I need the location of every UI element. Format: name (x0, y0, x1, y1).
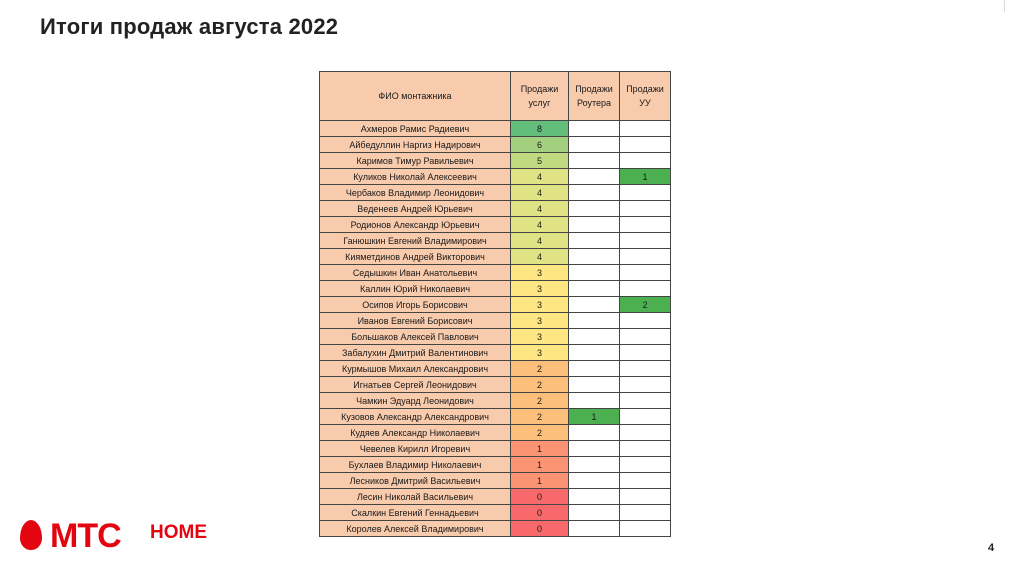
table-row (320, 137, 671, 153)
cell-uu (620, 201, 671, 217)
cell-router (569, 521, 620, 537)
cell-name: Чевелев Кирилл Игоревич (320, 441, 511, 457)
cell-services: 2 (511, 393, 569, 409)
table-row (320, 473, 671, 489)
cell-services: 3 (511, 281, 569, 297)
cell-uu (620, 329, 671, 345)
cell-services: 2 (511, 409, 569, 425)
cell-router (569, 265, 620, 281)
cell-services: 5 (511, 153, 569, 169)
cell-uu (620, 505, 671, 521)
cell-uu (620, 361, 671, 377)
cell-services: 8 (511, 121, 569, 137)
cell-uu (620, 265, 671, 281)
cell-services: 4 (511, 201, 569, 217)
cell-uu (620, 473, 671, 489)
cell-uu (620, 441, 671, 457)
cell-router (569, 249, 620, 265)
table-row (320, 393, 671, 409)
cell-router (569, 169, 620, 185)
cell-router (569, 377, 620, 393)
cell-uu (620, 233, 671, 249)
cell-uu (620, 377, 671, 393)
cell-router (569, 473, 620, 489)
cell-name: Веденеев Андрей Юрьевич (320, 201, 511, 217)
table-row (320, 441, 671, 457)
table-row (320, 297, 671, 313)
cell-uu: 2 (620, 297, 671, 313)
cell-name: Куликов Николай Алексеевич (320, 169, 511, 185)
cell-services: 0 (511, 505, 569, 521)
cell-services: 1 (511, 441, 569, 457)
cell-router (569, 329, 620, 345)
cell-name: Седышкин Иван Анатольевич (320, 265, 511, 281)
cell-name: Игнатьев Сергей Леонидович (320, 377, 511, 393)
cell-uu (620, 121, 671, 137)
table-row (320, 121, 671, 137)
header-uu: Продажи УУ (620, 72, 671, 121)
cell-services: 3 (511, 297, 569, 313)
cell-services: 1 (511, 473, 569, 489)
page-number: 4 (988, 542, 995, 554)
cell-name: Чербаков Владимир Леонидович (320, 185, 511, 201)
cell-name: Курмышов Михаил Александрович (320, 361, 511, 377)
cell-name: Каримов Тимур Равильевич (320, 153, 511, 169)
cell-services: 3 (511, 265, 569, 281)
table-row (320, 377, 671, 393)
cell-uu (620, 425, 671, 441)
table-row (320, 489, 671, 505)
cell-services: 2 (511, 425, 569, 441)
table-row (320, 201, 671, 217)
cell-name: Чамкин Эдуард Леонидович (320, 393, 511, 409)
cell-services: 4 (511, 249, 569, 265)
cell-name: Родионов Александр Юрьевич (320, 217, 511, 233)
cell-router (569, 345, 620, 361)
cell-router (569, 121, 620, 137)
page-title: Итоги продаж августа 2022 (40, 14, 339, 39)
cell-name: Забалухин Дмитрий Валентинович (320, 345, 511, 361)
cell-name: Ахмеров Рамис Радиевич (320, 121, 511, 137)
cell-uu (620, 489, 671, 505)
cell-uu (620, 393, 671, 409)
cell-name: Кияметдинов Андрей Викторович (320, 249, 511, 265)
cell-name: Каллин Юрий Николаевич (320, 281, 511, 297)
table-row (320, 505, 671, 521)
table-row (320, 329, 671, 345)
table-row (320, 281, 671, 297)
cell-name: Большаков Алексей Павлович (320, 329, 511, 345)
cell-uu (620, 409, 671, 425)
table-header-row (320, 72, 671, 121)
cell-services: 3 (511, 345, 569, 361)
cell-uu (620, 521, 671, 537)
cell-uu (620, 457, 671, 473)
table-row (320, 217, 671, 233)
cell-router (569, 489, 620, 505)
cell-services: 0 (511, 521, 569, 537)
cell-uu (620, 185, 671, 201)
cell-name: Лесников Дмитрий Васильевич (320, 473, 511, 489)
cell-services: 1 (511, 457, 569, 473)
cell-services: 4 (511, 169, 569, 185)
table-row (320, 185, 671, 201)
table-row (320, 169, 671, 185)
cell-router (569, 313, 620, 329)
cell-router (569, 425, 620, 441)
cell-uu (620, 313, 671, 329)
header-services: Продажи услуг (511, 72, 569, 121)
cell-router (569, 281, 620, 297)
cell-uu: 1 (620, 169, 671, 185)
cell-name: Бухлаев Владимир Николаевич (320, 457, 511, 473)
table-row (320, 409, 671, 425)
cell-uu (620, 249, 671, 265)
cell-uu (620, 137, 671, 153)
cell-services: 2 (511, 361, 569, 377)
table-row (320, 265, 671, 281)
cell-router (569, 361, 620, 377)
cell-name: Лесин Николай Васильевич (320, 489, 511, 505)
cell-uu (620, 217, 671, 233)
cell-router (569, 233, 620, 249)
cell-services: 0 (511, 489, 569, 505)
table-row (320, 361, 671, 377)
cell-name: Скалкин Евгений Геннадьевич (320, 505, 511, 521)
cell-services: 3 (511, 313, 569, 329)
cell-router (569, 393, 620, 409)
slide-frame-line (1004, 0, 1005, 12)
cell-router: 1 (569, 409, 620, 425)
header-name: ФИО монтажника (320, 72, 511, 121)
table-row (320, 153, 671, 169)
cell-uu (620, 345, 671, 361)
cell-name: Айбедуллин Наргиз Надирович (320, 137, 511, 153)
cell-name: Королев Алексей Владимирович (320, 521, 511, 537)
table-row (320, 521, 671, 537)
cell-router (569, 441, 620, 457)
table-row (320, 249, 671, 265)
cell-name: Кузовов Александр Александрович (320, 409, 511, 425)
cell-router (569, 137, 620, 153)
cell-services: 4 (511, 233, 569, 249)
table-row (320, 345, 671, 361)
mts-egg-icon (20, 520, 42, 550)
cell-services: 2 (511, 377, 569, 393)
table-row (320, 313, 671, 329)
cell-name: Ганюшкин Евгений Владимирович (320, 233, 511, 249)
cell-router (569, 201, 620, 217)
cell-services: 6 (511, 137, 569, 153)
cell-name: Осипов Игорь Борисович (320, 297, 511, 313)
cell-router (569, 297, 620, 313)
cell-router (569, 505, 620, 521)
cell-router (569, 153, 620, 169)
cell-router (569, 217, 620, 233)
cell-uu (620, 281, 671, 297)
logo-suffix: HOME (150, 522, 207, 543)
cell-uu (620, 153, 671, 169)
table-row (320, 457, 671, 473)
cell-services: 3 (511, 329, 569, 345)
cell-router (569, 185, 620, 201)
table-row (320, 425, 671, 441)
cell-name: Иванов Евгений Борисович (320, 313, 511, 329)
table-body (320, 121, 671, 537)
sales-table (319, 71, 671, 537)
cell-services: 4 (511, 217, 569, 233)
cell-name: Кудяев Александр Николаевич (320, 425, 511, 441)
header-router: Продажи Роутера (569, 72, 620, 121)
table-row (320, 233, 671, 249)
cell-router (569, 457, 620, 473)
cell-services: 4 (511, 185, 569, 201)
logo-brand: МТС (50, 517, 121, 555)
